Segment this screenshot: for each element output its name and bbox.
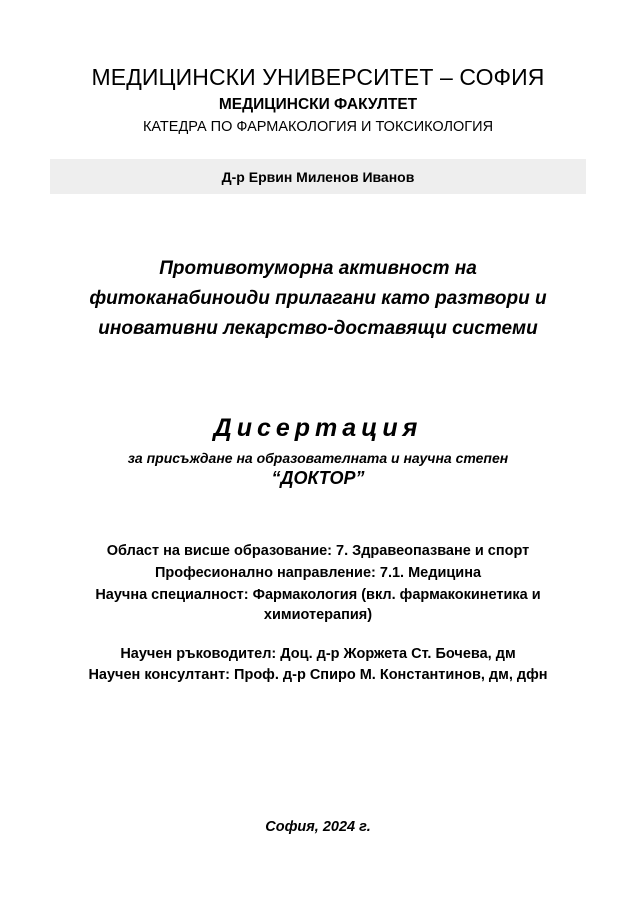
thesis-title-line: Противотуморна активност на — [159, 258, 477, 279]
scientific-specialty: Научна специалност: Фармакология (вкл. фармакокинетика и — [95, 587, 541, 603]
degree-name: “ДОКТОР” — [271, 468, 365, 488]
scientific-consultant: Научен консултант: Проф. д-р Спиро М. Константинов, дм, дфн — [88, 667, 548, 683]
place-and-year: София, 2024 г. — [265, 819, 371, 835]
university-name: МЕДИЦИНСКИ УНИВЕРСИТЕТ – СОФИЯ — [91, 64, 545, 90]
scientific-specialty-continued: химиотерапия) — [263, 607, 373, 623]
author-name: Д-р Ервин Миленов Иванов — [221, 169, 415, 185]
scientific-supervisor: Научен ръководител: Доц. д-р Жоржета Ст. Бочева, дм — [120, 646, 516, 662]
dissertation-heading: Дисертация — [213, 414, 423, 442]
thesis-title-line: фитоканабиноиди прилагани като разтвори и — [89, 288, 547, 309]
department-name: КАТЕДРА ПО ФАРМАКОЛОГИЯ И ТОКСИКОЛОГИЯ — [142, 119, 494, 135]
professional-direction: Професионално направление: 7.1. Медицина — [154, 565, 482, 581]
degree-purpose: за присъждане на образователната и научна степен — [127, 450, 509, 466]
faculty-name: МЕДИЦИНСКИ ФАКУЛТЕТ — [218, 96, 418, 113]
education-field: Област на висше образование: 7. Здравеопазване и спорт — [106, 543, 530, 559]
thesis-title-line: иновативни лекарство-доставящи системи — [98, 318, 538, 339]
